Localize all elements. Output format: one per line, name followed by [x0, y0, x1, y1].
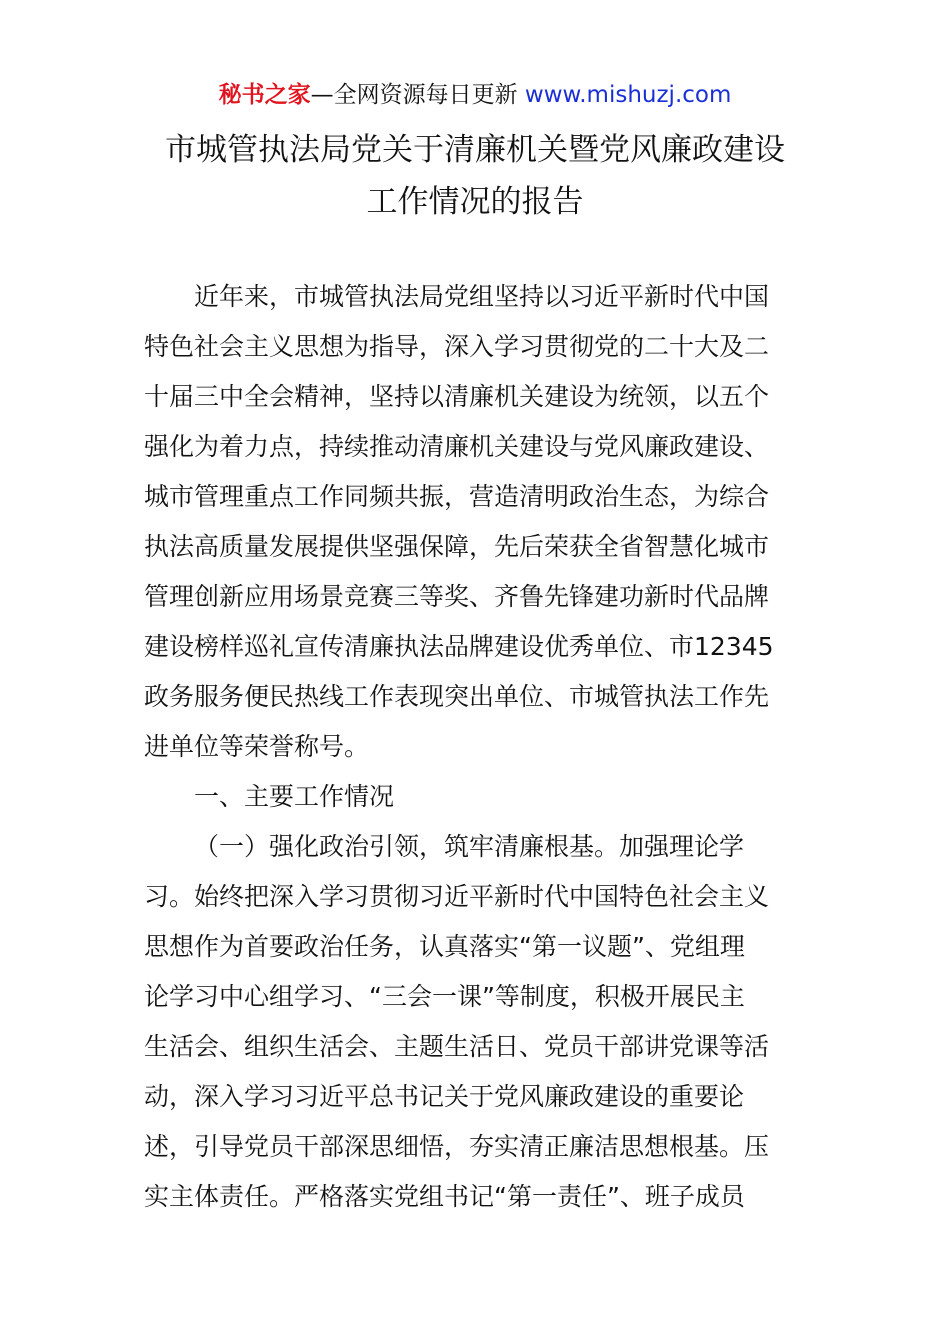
intro-paragraph [144, 272, 806, 772]
text-line: 特色社会主义思想为指导，深入学习贯彻党的二十大及二 [144, 332, 770, 361]
site-tagline: —全网资源每日更新 [310, 82, 525, 108]
site-header [0, 78, 950, 112]
document-title-line-1: 市城管执法局党关于清廉机关暨党风廉政建设 [165, 132, 785, 168]
text-line: 城市管理重点工作同频共振，营造清明政治生态，为综合 [144, 482, 770, 511]
text-line: 述，引导党员干部深思细悟，夯实清正廉洁思想根基。压 [144, 1132, 770, 1161]
text-line: 动，深入学习习近平总书记关于党风廉政建设的重要论 [144, 1082, 745, 1111]
text-line: 建设榜样巡礼宣传清廉执法品牌建设优秀单位、市12345 [144, 632, 774, 661]
text-line: 政务服务便民热线工作表现突出单位、市城管执法工作先 [144, 682, 770, 711]
text-line: 生活会、组织生活会、主题生活日、党员干部讲党课等活 [144, 1032, 770, 1061]
text-line: 强化为着力点，持续推动清廉机关建设与党风廉政建设、 [144, 432, 770, 461]
document-title [0, 124, 950, 228]
text-line: 近年来，市城管执法局党组坚持以习近平新时代中国 [194, 282, 770, 311]
text-line: 思想作为首要政治任务，认真落实“第一议题”、党组理 [144, 932, 745, 961]
text-line: 管理创新应用场景竞赛三等奖、齐鲁先锋建功新时代品牌 [144, 582, 770, 611]
text-line: 实主体责任。严格落实党组书记“第一责任”、班子成员 [144, 1182, 745, 1211]
text-line: 十届三中全会精神，坚持以清廉机关建设为统领，以五个 [144, 382, 770, 411]
document-title-line-2: 工作情况的报告 [366, 184, 584, 220]
text-line: 论学习中心组学习、“三会一课”等制度，积极开展民主 [144, 982, 745, 1011]
section-heading: 一、主要工作情况 [194, 782, 395, 811]
text-line: 习。始终把深入学习贯彻习近平新时代中国特色社会主义 [144, 882, 770, 911]
text-line: 进单位等荣誉称号。 [144, 732, 370, 761]
site-url-link[interactable]: www.mishuzj.com [524, 82, 732, 108]
text-line: 执法高质量发展提供坚强保障，先后荣获全省智慧化城市 [144, 532, 770, 561]
section-paragraph [144, 822, 806, 1222]
text-line: （一）强化政治引领，筑牢清廉根基。加强理论学 [194, 832, 745, 861]
document-body [144, 272, 806, 1222]
site-brand: 秘书之家 [218, 82, 311, 108]
